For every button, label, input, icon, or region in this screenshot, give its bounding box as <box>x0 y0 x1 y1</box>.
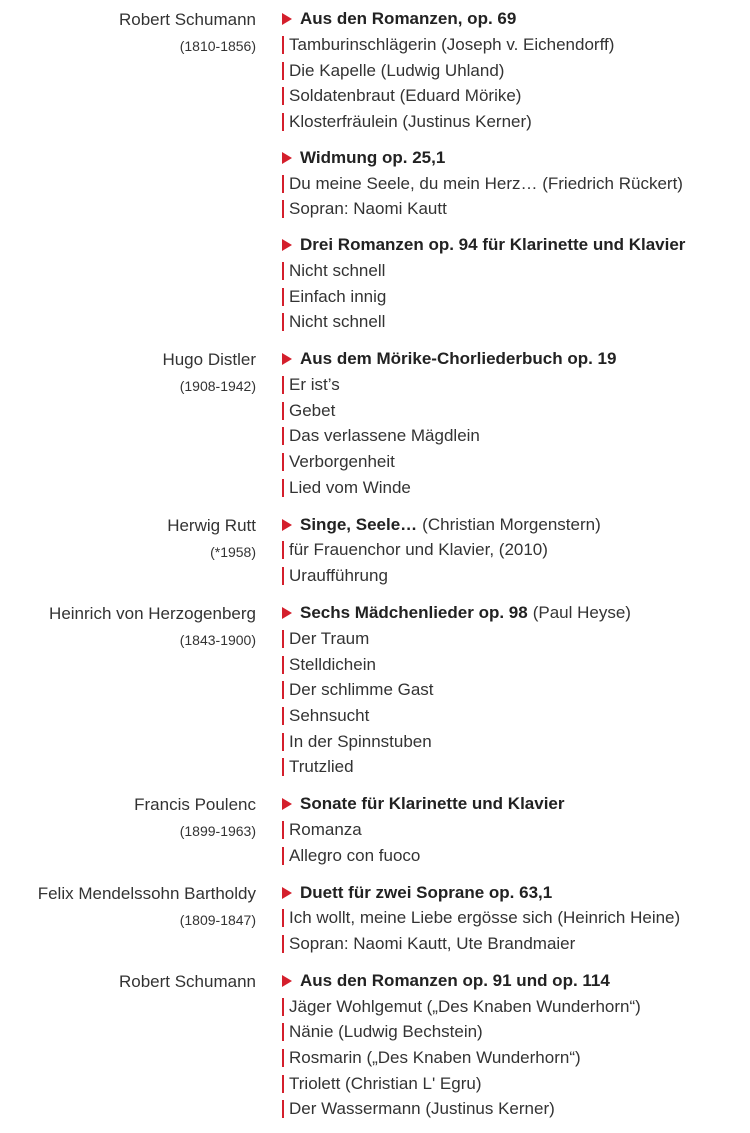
composer-block <box>0 791 750 868</box>
vertical-bar-icon <box>282 909 284 927</box>
work-line <box>282 994 750 1020</box>
composer-column <box>0 600 256 780</box>
work-line <box>282 754 750 780</box>
composer-column <box>0 791 256 868</box>
work-line <box>282 284 750 310</box>
composer-name: Felix Mendelssohn Bartholdy <box>37 883 256 903</box>
vertical-bar-icon <box>282 376 284 394</box>
work-line-text: Der Traum <box>289 628 370 648</box>
triangle-right-icon <box>282 519 292 531</box>
work-title-row <box>282 232 750 258</box>
vertical-bar-icon <box>282 758 284 776</box>
composer-block <box>0 880 750 957</box>
composer-column <box>0 512 256 589</box>
work-line <box>282 1020 750 1046</box>
triangle-right-icon <box>282 13 292 25</box>
work-line <box>282 32 750 58</box>
work-line <box>282 196 750 222</box>
vertical-bar-icon <box>282 1100 284 1118</box>
triangle-right-icon <box>282 975 292 987</box>
work-line <box>282 703 750 729</box>
work <box>282 600 750 780</box>
vertical-bar-icon <box>282 1049 284 1067</box>
work-line-text: Sopran: Naomi Kautt <box>289 199 447 219</box>
work-line-text: Trutzlied <box>289 757 354 777</box>
work-line-text: In der Spinnstuben <box>289 731 432 751</box>
vertical-bar-icon <box>282 630 284 648</box>
vertical-bar-icon <box>282 113 284 131</box>
work <box>282 6 750 135</box>
works-column <box>282 600 750 780</box>
triangle-right-icon <box>282 152 292 164</box>
vertical-bar-icon <box>282 567 284 585</box>
work-line <box>282 171 750 197</box>
triangle-right-icon <box>282 239 292 251</box>
composer-block <box>0 346 750 500</box>
work-line <box>282 626 750 652</box>
work <box>282 232 750 335</box>
works-column <box>282 880 750 957</box>
work-line-text: Klosterfräulein (Justinus Kerner) <box>289 111 532 131</box>
work-title: Drei Romanzen op. 94 für Klarinette und Klavier <box>300 235 686 255</box>
work-line-text: Verborgenheit <box>289 452 395 472</box>
work-line <box>282 677 750 703</box>
vertical-bar-icon <box>282 262 284 280</box>
work-line-text: Jäger Wohlgemut („Des Knaben Wunderhorn“) <box>289 996 641 1016</box>
composer-name: Robert Schumann <box>118 971 256 991</box>
work-title-row <box>282 145 750 171</box>
works-column <box>282 791 750 868</box>
work-line <box>282 817 750 843</box>
work-line-text: Nicht schnell <box>289 312 386 332</box>
vertical-bar-icon <box>282 453 284 471</box>
composer-block <box>0 600 750 780</box>
work-title: Widmung op. 25,1 <box>300 147 446 167</box>
composer-name: Hugo Distler <box>162 350 256 370</box>
work-line-text: Nicht schnell <box>289 260 386 280</box>
work-line <box>282 398 750 424</box>
works-column <box>282 512 750 589</box>
vertical-bar-icon <box>282 681 284 699</box>
work-line <box>282 1045 750 1071</box>
work-line <box>282 83 750 109</box>
composer-column <box>0 880 256 957</box>
work-line <box>282 258 750 284</box>
work <box>282 968 750 1122</box>
work <box>282 346 750 500</box>
work-line-text: Der Wassermann (Justinus Kerner) <box>289 1099 555 1119</box>
composer-name: Robert Schumann <box>118 10 256 29</box>
vertical-bar-icon <box>282 541 284 559</box>
work-line <box>282 843 750 869</box>
work-title-row <box>282 968 750 994</box>
work-title: Aus den Romanzen, op. 69 <box>300 9 517 28</box>
vertical-bar-icon <box>282 821 284 839</box>
vertical-bar-icon <box>282 935 284 953</box>
work-line-text: Allegro con fuoco <box>289 845 421 865</box>
work-line <box>282 109 750 135</box>
work-line-text: Einfach innig <box>289 286 387 306</box>
composer-dates: (1809-1847) <box>179 911 256 928</box>
composer-name: Francis Poulenc <box>134 795 256 815</box>
composer-dates: (1843-1900) <box>179 632 256 648</box>
works-column <box>282 6 750 335</box>
work-line-text: Sehnsucht <box>289 705 370 725</box>
work <box>282 791 750 868</box>
vertical-bar-icon <box>282 402 284 420</box>
work-title: Sonate für Klarinette und Klavier <box>300 794 565 814</box>
work <box>282 145 750 222</box>
triangle-right-icon <box>282 607 292 619</box>
work-title: Aus dem Mörike-Chorliederbuch op. 19 <box>300 349 617 369</box>
work-line <box>282 424 750 450</box>
composer-column <box>0 6 256 335</box>
work-title: Singe, Seele… <box>300 514 418 534</box>
work-line-text: Die Kapelle (Ludwig Uhland) <box>289 60 505 80</box>
work-title-row <box>282 6 750 32</box>
vertical-bar-icon <box>282 656 284 674</box>
work-title-row <box>282 346 750 372</box>
vertical-bar-icon <box>282 175 284 193</box>
triangle-right-icon <box>282 353 292 365</box>
vertical-bar-icon <box>282 62 284 80</box>
work-line <box>282 729 750 755</box>
composer-block <box>0 6 750 335</box>
composer-dates: (*1958) <box>210 543 256 560</box>
vertical-bar-icon <box>282 1023 284 1041</box>
work-line <box>282 310 750 336</box>
works-column <box>282 346 750 500</box>
composer-dates: (1810-1856) <box>179 38 256 54</box>
vertical-bar-icon <box>282 200 284 218</box>
composer-dates: (1899-1963) <box>179 823 256 840</box>
work-title-author: (Paul Heyse) <box>532 603 631 622</box>
work-line-text: Rosmarin („Des Knaben Wunderhorn“) <box>289 1048 581 1068</box>
work-line <box>282 372 750 398</box>
work-line-text: Soldatenbraut (Eduard Mörike) <box>289 86 522 106</box>
work-line-text: Nänie (Ludwig Bechstein) <box>289 1022 483 1042</box>
work-line <box>282 58 750 84</box>
work-line-text: Sopran: Naomi Kautt, Ute Brandmaier <box>289 934 576 954</box>
work <box>282 880 750 957</box>
vertical-bar-icon <box>282 998 284 1016</box>
work-line <box>282 652 750 678</box>
work-title: Duett für zwei Soprane op. 63,1 <box>300 882 553 902</box>
work-line-text: Das verlassene Mägdlein <box>289 426 480 446</box>
work-line-text: Romanza <box>289 819 362 839</box>
vertical-bar-icon <box>282 427 284 445</box>
composer-block <box>0 968 750 1122</box>
composer-column <box>0 346 256 500</box>
work-line-text: Du meine Seele, du mein Herz… (Friedrich Rückert) <box>289 173 683 193</box>
work-line <box>282 563 750 589</box>
work-title: Sechs Mädchenlieder op. 98 <box>300 603 528 622</box>
work-title-row <box>282 512 750 538</box>
work <box>282 512 750 589</box>
work-line-text: Gebet <box>289 400 336 420</box>
work-title-row <box>282 600 750 626</box>
work-title-row <box>282 791 750 817</box>
vertical-bar-icon <box>282 847 284 865</box>
work-title: Aus den Romanzen op. 91 und op. 114 <box>300 970 610 990</box>
work-line <box>282 906 750 932</box>
work-line-text: Ich wollt, meine Liebe ergösse sich (Heinrich Heine) <box>289 908 681 928</box>
work-line-text: Triolett (Christian L' Egru) <box>289 1073 482 1093</box>
work-line-text: Stelldichein <box>289 654 376 674</box>
work-line <box>282 475 750 501</box>
work-line-text: Der schlimme Gast <box>289 680 434 700</box>
vertical-bar-icon <box>282 36 284 54</box>
composer-dates: (1908-1942) <box>179 378 256 395</box>
work-line <box>282 931 750 957</box>
work-line <box>282 1071 750 1097</box>
work-line-text: Lied vom Winde <box>289 477 411 497</box>
vertical-bar-icon <box>282 707 284 725</box>
work-line <box>282 1097 750 1123</box>
vertical-bar-icon <box>282 733 284 751</box>
concert-program <box>0 6 750 1133</box>
vertical-bar-icon <box>282 313 284 331</box>
composer-name: Herwig Rutt <box>167 515 256 535</box>
vertical-bar-icon <box>282 87 284 105</box>
vertical-bar-icon <box>282 1075 284 1093</box>
composer-column <box>0 968 256 1122</box>
work-line-text: Tamburinschlägerin (Joseph v. Eichendorff) <box>289 34 615 54</box>
triangle-right-icon <box>282 887 292 899</box>
work-line-text: Uraufführung <box>289 566 388 586</box>
vertical-bar-icon <box>282 479 284 497</box>
work-line-text: für Frauenchor und Klavier, (2010) <box>289 540 548 560</box>
composer-name: Heinrich von Herzogenberg <box>49 604 256 623</box>
work-line <box>282 449 750 475</box>
work-line <box>282 538 750 564</box>
work-line-text: Er ist’s <box>289 375 340 395</box>
work-title-author: (Christian Morgenstern) <box>422 514 601 534</box>
works-column <box>282 968 750 1122</box>
vertical-bar-icon <box>282 288 284 306</box>
composer-block <box>0 512 750 589</box>
triangle-right-icon <box>282 798 292 810</box>
work-title-row <box>282 880 750 906</box>
